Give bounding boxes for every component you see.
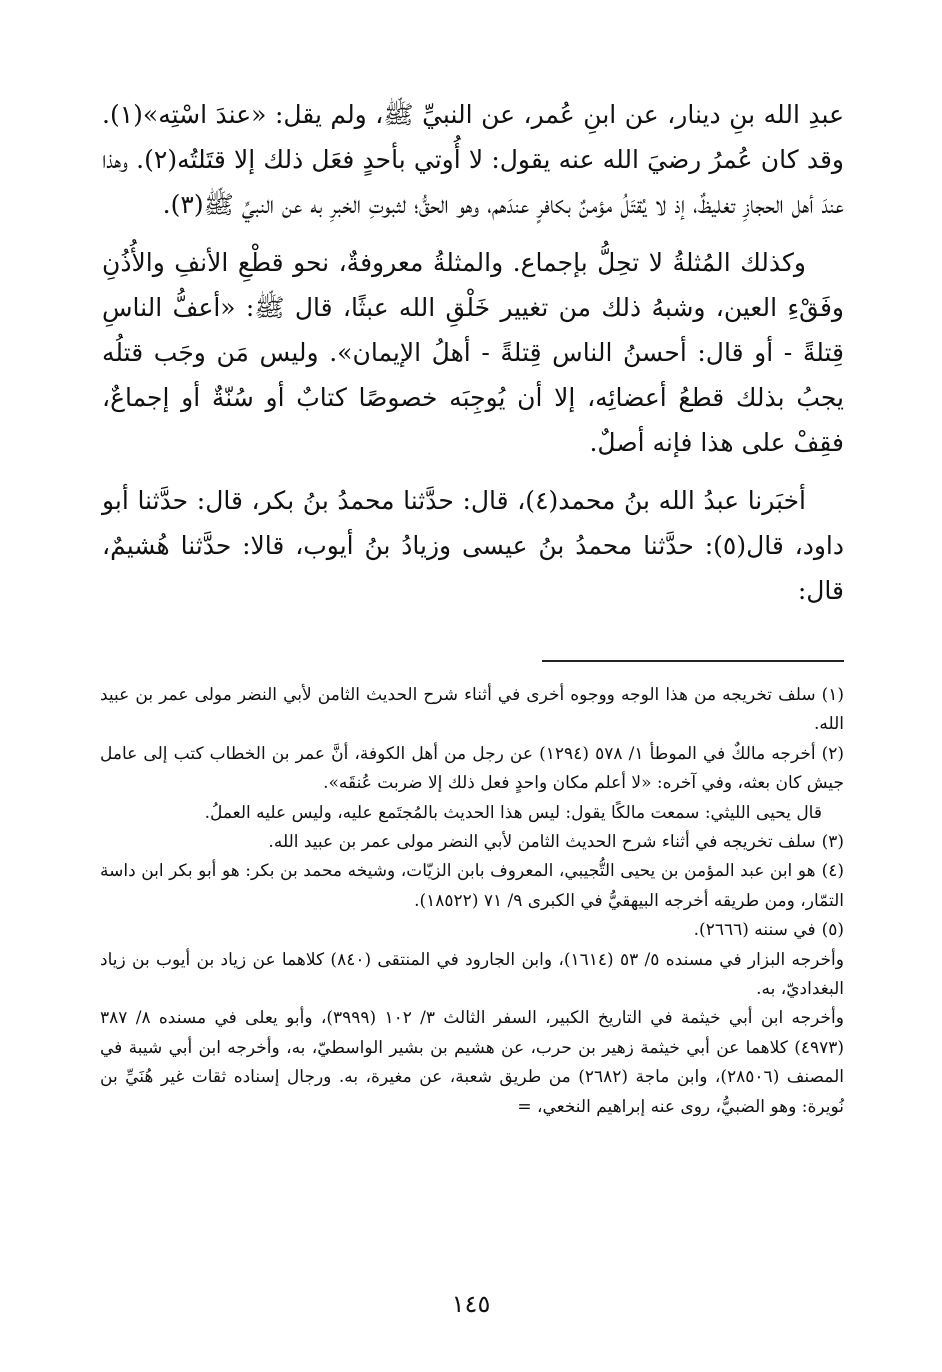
main-text (102, 92, 844, 626)
paragraph: أخبَرنا عبدُ الله بنُ محمد(٤)، قال: حدَّثنا محمدُ بنُ بكر، قال: حدَّثنا أبو داود، قال(٥): حدَّثنا محمدُ بنُ عيسى وزيادُ بنُ أيوب، قالا: حدَّثنا هُشيمٌ، قال: (102, 486, 844, 605)
footnote-number: (٤) (821, 861, 844, 882)
footnote-continuation (100, 946, 844, 1005)
footnote-number: (٣) (821, 832, 844, 853)
footnote (100, 681, 844, 740)
footnote-text: وأخرجه ابن أبي خيثمة في التاريخ الكبير، السفر الثالث ٣/ ١٠٢ (٣٩٩٩)، وأبو يعلى في مسنده ٨/ ٣٨٧ (٤٩٧٣) كلاهما عن أبي خيثمة زهير بن حرب، عن هشيم بن بشير الواسطيّ، به، وأخرجه ابن أبي شيبة في المصنف (٢٨٥٠٦)، وابن ماجة (٢٦٨٢) من طريق شعبة، عن مغيرة، به. ورجال إسناده ثقات غير هُنَيِّ بن نُويرة: وهو الضبيُّ، روى عنه إبراهيم النخعي، = (100, 1008, 844, 1117)
footnote-number: (٢) (821, 743, 844, 764)
footnote-text: قال يحيى الليثي: سمعت مالكًا يقول: ليس هذا الحديث بالمُجتَمع عليه، وليس عليه العملُ. (204, 802, 822, 823)
footnote-text: وأخرجه البزار في مسنده ٥/ ٥٣ (١٦١٤)، وابن الجارود في المنتقى (٨٤٠) كلاهما عن زياد بن أيوب بن زياد البغداديّ، به. (100, 949, 844, 1000)
footnote-separator (542, 660, 844, 662)
paragraph: وكذلك المُثلةُ لا تحِلُّ بإجماع. والمثلةُ معروفةٌ، نحو قطْعِ الأنفِ والأُذُنِ وفَقْءِ العين، وشبهُ ذلك من تغيير خَلْقِ الله عبثًا، قال ﷺ: «أعفُّ الناسِ قِتلةً - أو قال: أحسنُ الناس قِتلةً - أهلُ الإيمان». وليس مَن وجَب قتلُه يجبُ بذلك قطعُ أعضائِه، إلا أن يُوجِبَه خصوصًا كتابٌ أو سُنّةٌ أو إجماعٌ، فقِفْ على هذا فإنه أصلٌ. (102, 248, 844, 457)
footnote-text: في سننه (٢٦٦٦). (693, 920, 816, 941)
footnote-text: سلف تخريجه من هذا الوجه ووجوه أخرى في أثناء شرح الحديث الثامن لأبي النضر مولى عمر بن عبيد الله. (100, 685, 844, 735)
footnote-text: سلف تخريجه في أثناء شرح الحديث الثامن لأبي النضر مولى عمر بن عبيد الله. (268, 832, 816, 853)
footnote (100, 857, 844, 916)
footnote-text: هو ابن عبد المؤمن بن يحيى التُّجيبي، المعروف بابن الزيّات، وشيخه محمد بن بكر: هو أبو بكر ابن داسة التمّار، ومن طريقه أخرجه البيهقيُّ في الكبرى ٩/ ٧١ (١٨٥٢٢). (100, 861, 844, 911)
footnotes (100, 681, 844, 1122)
footnote-continuation (100, 1004, 844, 1122)
footnote-text: أخرجه مالكٌ في الموطأ ١/ ٥٧٨ (١٢٩٤) عن رجل من أهل الكوفة، أنَّ عمر بن الخطاب كتب إلى عامل جيش كان بعثه، وفي آخره: «لا أعلم مكان واحدٍ فعل ذلك إلا ضربت عُنقَه». (100, 743, 844, 794)
footnote-number: (١) (821, 685, 844, 705)
footnote (100, 828, 844, 857)
footnote-number: (٥) (821, 920, 844, 941)
paragraph: عبدِ الله بنِ دينار، عن ابنِ عُمر، عن النبيِّ ﷺ، ولم يقل: «عندَ اسْتِه»(١). وقد كان عُمرُ رضيَ الله عنه يقول: لا أُوتي بأحدٍ فعَل ذلك إلا قتَلتُه(٢). وهذا عندَ أهل الحجازِ تغليظٌ، إذ لا يُقتَلُ مؤمنٌ بكافرٍ عندَهم، وهو الحقُّ؛ لثبوتِ الخبرِ به عن النبيِّ ﷺ(٣). (102, 100, 845, 219)
page-number: ١٤٥ (451, 1290, 491, 1318)
footnote (100, 916, 844, 945)
footnote-continuation (100, 799, 844, 828)
footnote (100, 740, 844, 799)
